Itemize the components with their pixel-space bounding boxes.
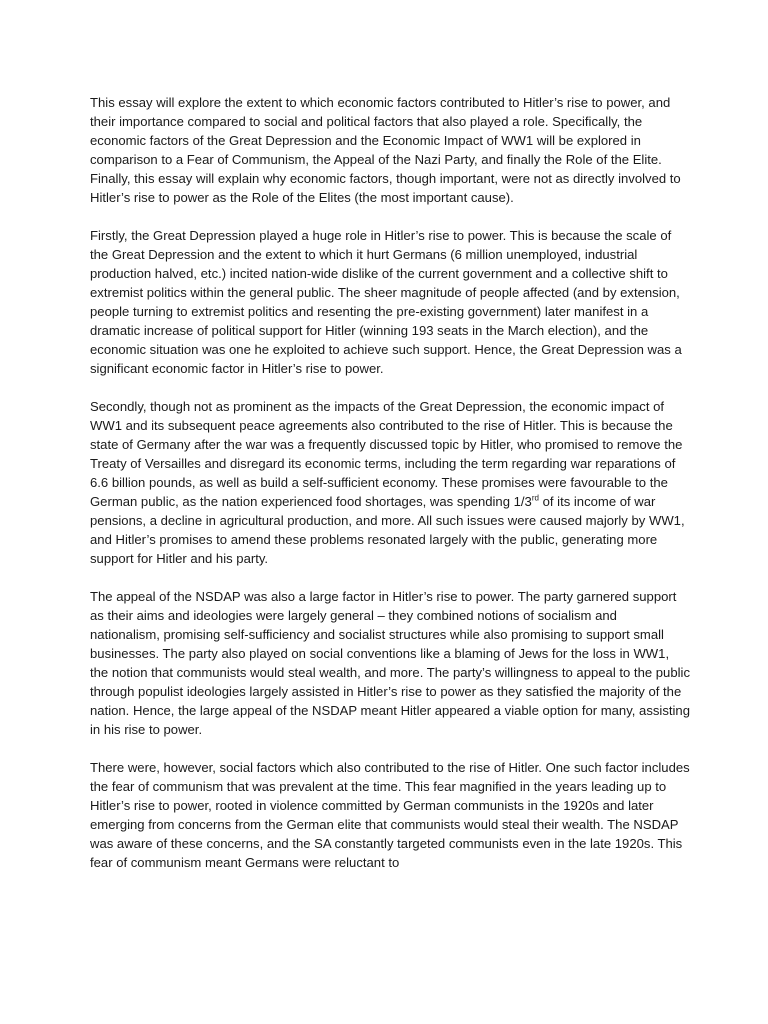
- paragraph-great-depression: Firstly, the Great Depression played a huge role in Hitler’s rise to power. This is because the scale of the Great Depression and the extent to which it hurt Germans (6 million unemployed, industrial production halved, etc.) incited nation-wide dislike of the current government and a collective shift to extremist politics within the general public. The sheer magnitude of people affected (and by extension, people turning to extremist politics and resenting the pre-existing government) later manifest in a dramatic increase of political support for Hitler (winning 193 seats in the March election), and the economic situation was one he exploited to achieve such support. Hence, the Great Depression was a significant economic factor in Hitler’s rise to power.: [90, 228, 682, 376]
- paragraph-economic-impact-ww1: [90, 397, 690, 568]
- ordinal-superscript: rd: [531, 493, 539, 503]
- paragraph-text-part: Secondly, though not as prominent as the impacts of the Great Depression, the economic impact of WW1 and its subsequent peace agreements also contributed to the rise of Hitler. This is because the state of Germany after the war was a frequently discussed topic by Hitler, who promised to remove the Treaty of Versailles and disregard its economic terms, including the term regarding war reparations of 6.6 billion pounds, as well as build a self-sufficient economy. These promises were favourable to the German public, as the nation experienced food shortages, was spending 1/3: [90, 399, 683, 509]
- paragraph-introduction: This essay will explore the extent to which economic factors contributed to Hitler’s rise to power, and their importance compared to social and political factors that also played a role. Specifically, the economic factors of the Great Depression and the Economic Impact of WW1 will be explored in comparison to a Fear of Communism, the Appeal of the Nazi Party, and finally the Role of the Elite. Finally, this essay will explain why economic factors, though important, were not as directly involved to Hitler’s rise to power as the Role of the Elites (the most important cause).: [90, 95, 681, 205]
- essay-body: [90, 93, 690, 872]
- paragraph-nsdap-appeal: The appeal of the NSDAP was also a large factor in Hitler’s rise to power. The party garnered support as their aims and ideologies were largely general – they combined notions of socialism and nationalism, promising self-sufficiency and socialist structures while also promising to support small businesses. The party also played on social conventions like a blaming of Jews for the loss in WW1, the notion that communists would steal wealth, and more. The party’s willingness to appeal to the public through populist ideologies largely assisted in Hitler’s rise to power as they satisfied the majority of the nation. Hence, the large appeal of the NSDAP meant Hitler appeared a viable option for many, assisting in his rise to power.: [90, 589, 690, 737]
- paragraph-text-part: of its income of war pensions, a decline in agricultural production, and more. All such issues were caused majorly by WW1, and Hitler’s promises to amend these problems resonated largely with the public, generating more support for Hitler and his party.: [90, 494, 685, 566]
- paragraph-fear-of-communism: There were, however, social factors which also contributed to the rise of Hitler. One such factor includes the fear of communism that was prevalent at the time. This fear magnified in the years leading up to Hitler’s rise to power, rooted in violence committed by German communists in the 1920s and later emerging from concerns from the German elite that communists would steal their wealth. The NSDAP was aware of these concerns, and the SA constantly targeted communists even in the late 1920s. This fear of communism meant Germans were reluctant to: [90, 760, 690, 870]
